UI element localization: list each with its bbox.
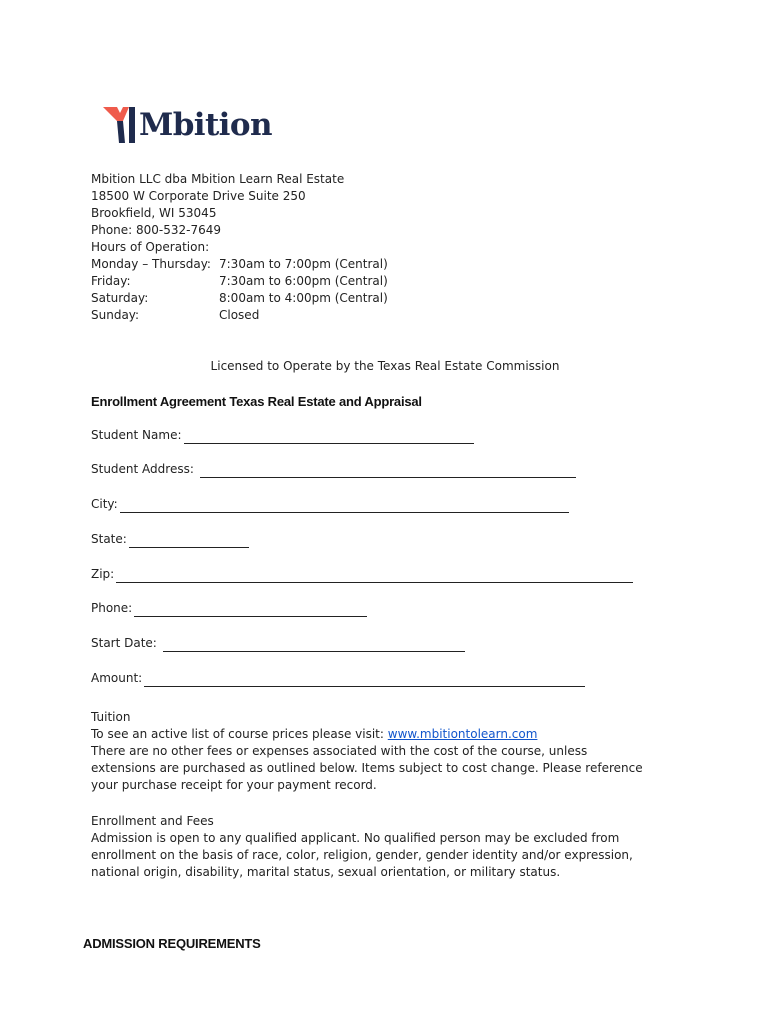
student-name-input-line[interactable]: [184, 431, 474, 444]
tuition-heading: Tuition: [91, 710, 131, 724]
enrollment-body: Admission is open to any qualified applicant. No qualified person may be excluded from enrollment on the basis of race, color, religion, gender, gender identity and/or expression, national origin, disability, marital status, sexual orientation, or military status.: [91, 831, 633, 879]
street-address: 18500 W Corporate Drive Suite 250: [91, 189, 306, 203]
student-address-field[interactable]: [91, 461, 576, 478]
hours-day: Sunday:: [91, 308, 140, 322]
student-name-label: Student Name:: [91, 428, 182, 442]
phone-field[interactable]: [91, 600, 367, 617]
city-input-line[interactable]: [120, 500, 569, 513]
state-label: State:: [91, 532, 127, 546]
form-title: Enrollment Agreement Texas Real Estate and Appraisal: [91, 394, 422, 409]
phone-input-line[interactable]: [134, 604, 367, 617]
tuition-visit-line: [91, 726, 651, 743]
amount-label: Amount:: [91, 671, 143, 685]
student-address-input-line[interactable]: [200, 465, 576, 478]
hours-day: Saturday:: [91, 291, 149, 305]
mbition-logo-mark-icon: [103, 107, 137, 143]
zip-field[interactable]: [91, 566, 633, 583]
amount-field[interactable]: [91, 670, 585, 687]
enrollment-heading: Enrollment and Fees: [91, 814, 214, 828]
state-input-line[interactable]: [129, 535, 249, 548]
hours-day: Monday – Thursday:: [91, 257, 211, 271]
course-prices-link[interactable]: www.mbitiontolearn.com: [387, 727, 538, 741]
zip-input-line[interactable]: [116, 570, 633, 583]
hours-day: Friday:: [91, 274, 131, 288]
company-logo: [103, 107, 272, 147]
student-address-label: Student Address:: [91, 462, 194, 476]
hours-row: [91, 290, 511, 307]
hours-time: Closed: [219, 308, 260, 322]
phone-label: Phone:: [91, 601, 133, 615]
tuition-section: [91, 709, 651, 794]
tuition-body: There are no other fees or expenses associated with the cost of the course, unless extensions are purchased as outlined below. Items subject to cost change. Please reference your purchase receipt for your payment record.: [91, 744, 643, 792]
hours-row: [91, 307, 511, 324]
company-address-block: [91, 171, 511, 324]
start-date-input-line[interactable]: [163, 639, 465, 652]
student-name-field[interactable]: [91, 427, 474, 444]
company-name: Mbition LLC dba Mbition Learn Real Estate: [91, 172, 345, 186]
city-state-zip: Brookfield, WI 53045: [91, 206, 217, 220]
hours-row: [91, 256, 511, 273]
logo-wordmark: Mbition: [139, 107, 272, 143]
hours-time: 7:30am to 7:00pm (Central): [219, 257, 388, 271]
hours-time: 8:00am to 4:00pm (Central): [219, 291, 388, 305]
hours-row: [91, 273, 511, 290]
start-date-label: Start Date:: [91, 636, 157, 650]
zip-label: Zip:: [91, 567, 115, 581]
amount-input-line[interactable]: [144, 674, 585, 687]
city-label: City:: [91, 497, 118, 511]
hours-label: Hours of Operation:: [91, 240, 210, 254]
start-date-field[interactable]: [91, 635, 465, 652]
state-field[interactable]: [91, 531, 249, 548]
hours-time: 7:30am to 6:00pm (Central): [219, 274, 388, 288]
city-field[interactable]: [91, 496, 569, 513]
license-statement: Licensed to Operate by the Texas Real Estate Commission: [210, 359, 560, 373]
admission-requirements-heading: ADMISSION REQUIREMENTS: [83, 936, 261, 951]
company-phone: Phone: 800-532-7649: [91, 223, 222, 237]
enrollment-section: [91, 813, 651, 881]
tuition-visit-text: To see an active list of course prices please visit:: [91, 727, 388, 741]
